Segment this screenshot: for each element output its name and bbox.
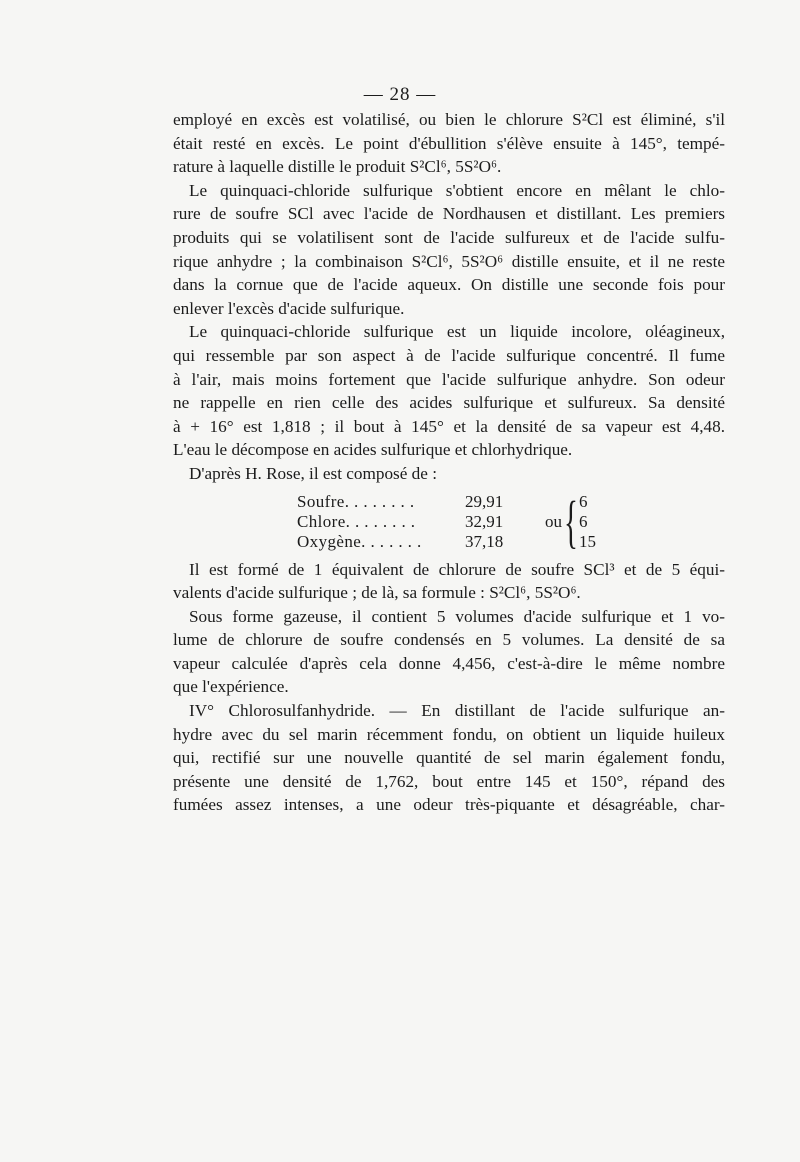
text-line: valents d'acide sulfurique ; de là, sa formule : S²Cl⁶, 5S²O⁶. — [173, 583, 581, 603]
connector-word: ou — [545, 511, 562, 531]
paragraph — [173, 462, 725, 486]
paragraph — [173, 699, 725, 817]
composition-table — [173, 488, 725, 554]
text-line: IV° Chlorosulfanhydride. — En distillant de l'acide sulfurique an- — [189, 701, 725, 721]
brace-symbol: { — [564, 488, 578, 554]
paragraph — [173, 320, 725, 462]
equivalent-value: 15 — [579, 531, 596, 551]
composition-row — [297, 532, 597, 552]
text-line: lume de chlorure de soufre condensés en 5 volumes. La densité de sa — [173, 630, 725, 650]
element-name: Oxygène. . . . . . . — [297, 531, 422, 551]
equivalent-value: 6 — [579, 511, 588, 531]
text-line: Il est formé de 1 équivalent de chlorure de soufre SCl³ et de 5 équi- — [189, 559, 725, 579]
body-text — [173, 108, 725, 817]
text-line: dans la cornue que de l'acide aqueux. On distille une seconde fois pour — [173, 275, 725, 295]
paragraph — [173, 108, 725, 179]
element-name: Soufre. . . . . . . . — [297, 491, 415, 511]
element-value: 29,91 — [465, 491, 504, 511]
text-line: employé en excès est volatilisé, ou bien le chlorure S²Cl est éliminé, s'il — [173, 110, 725, 129]
text-line: Le quinquaci-chloride sulfurique est un liquide incolore, oléagineux, — [189, 322, 725, 342]
equivalent-value: 6 — [579, 491, 588, 511]
element-name: Chlore. . . . . . . . — [297, 511, 416, 531]
page-number: — 28 — — [363, 84, 437, 105]
text-line: vapeur calculée d'après cela donne 4,456, c'est-à-dire le même nombre — [173, 653, 725, 673]
text-line: fumées assez intenses, a une odeur très-piquante et désagréable, char- — [173, 795, 725, 815]
text-line: présente une densité de 1,762, bout entre 145 et 150°, répand des — [173, 771, 725, 791]
text-line: L'eau le décompose en acides sulfurique et chlorhydrique. — [173, 440, 573, 460]
text-line: rique anhydre ; la combinaison S²Cl⁶, 5S²O⁶ distille ensuite, et il ne reste — [173, 251, 725, 271]
text-line: enlever l'excès d'acide sulfurique. — [173, 298, 405, 318]
text-line: produits qui se volatilisent sont de l'acide sulfureux et de l'acide sulfu- — [173, 227, 725, 247]
text-line: à + 16° est 1,818 ; il bout à 145° et la densité de sa vapeur est 4,48. — [173, 416, 725, 436]
text-line: ne rappelle en rien celle des acides sulfurique et sulfureux. Sa densité — [173, 393, 725, 413]
text-line: rature à laquelle distille le produit S²Cl⁶, 5S²O⁶. — [173, 157, 502, 177]
text-line: que l'expérience. — [173, 677, 289, 697]
text-line: Sous forme gazeuse, il contient 5 volumes d'acide sulfurique et 1 vo- — [189, 606, 725, 626]
text-line: rure de soufre SCl avec l'acide de Nordhausen et distillant. Les premiers — [173, 204, 725, 224]
text-line: D'après H. Rose, il est composé de : — [189, 463, 437, 483]
text-line: qui, rectifié sur une nouvelle quantité de sel marin également fondu, — [173, 748, 725, 768]
element-value: 32,91 — [465, 511, 504, 531]
text-line: était resté en excès. Le point d'ébullition s'élève ensuite à 145°, tempé- — [173, 133, 725, 153]
text-line: Le quinquaci-chloride sulfurique s'obtient encore en mêlant le chlo- — [189, 180, 725, 200]
text-line: à l'air, mais moins fortement que l'acide sulfurique anhydre. Son odeur — [173, 369, 725, 389]
paragraph — [173, 558, 725, 605]
composition-row — [297, 492, 597, 512]
text-line: hydre avec du sel marin récemment fondu, on obtient un liquide huileux — [173, 724, 725, 744]
paragraph — [173, 179, 725, 321]
paragraph — [173, 605, 725, 699]
element-value: 37,18 — [465, 531, 504, 551]
text-line: qui ressemble par son aspect à de l'acide sulfurique concentré. Il fume — [173, 345, 725, 365]
